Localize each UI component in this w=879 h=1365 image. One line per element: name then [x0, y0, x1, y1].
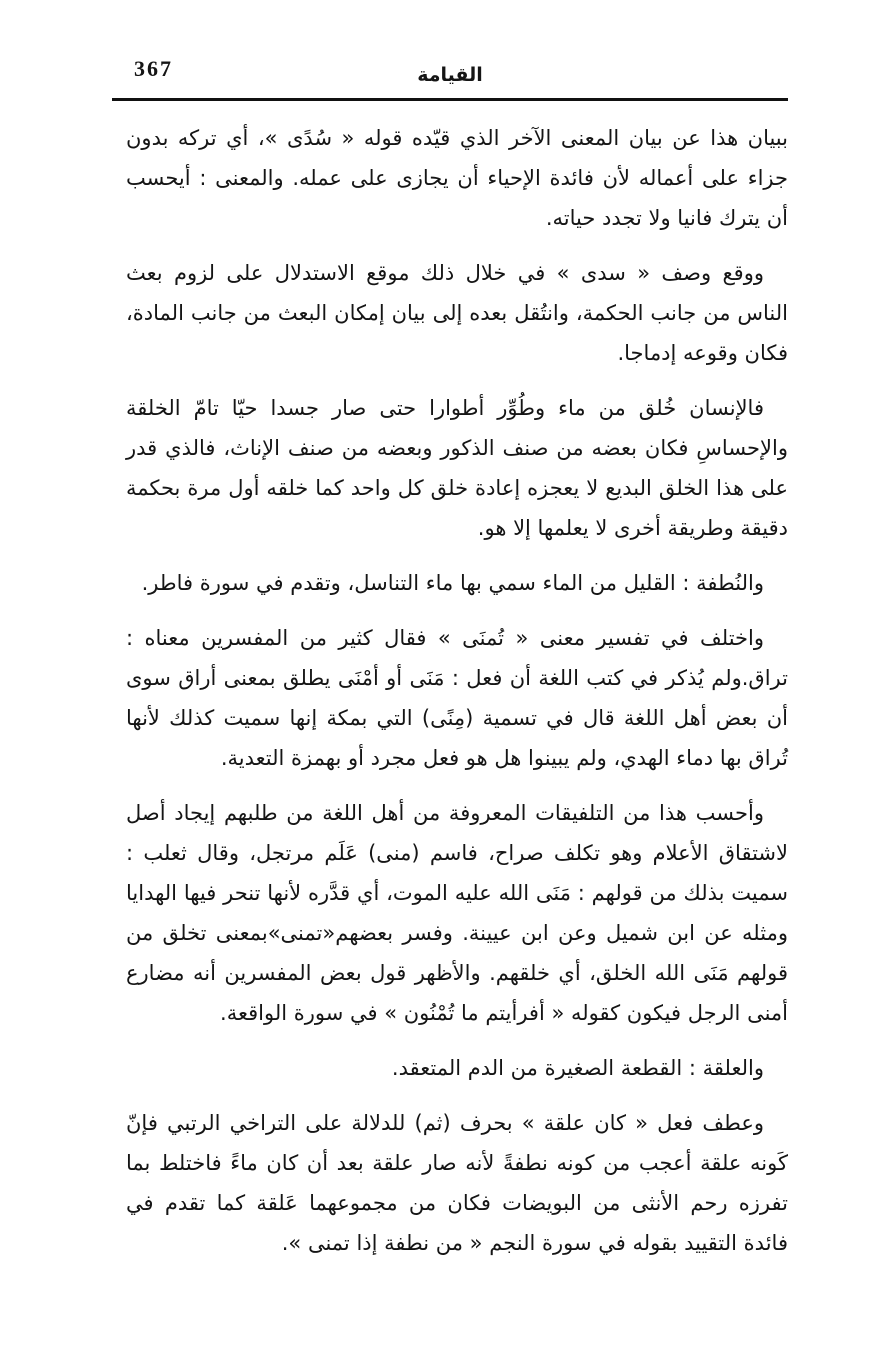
running-title: القيامة: [417, 64, 483, 86]
paragraph: والعلقة : القطعة الصغيرة من الدم المتعقد.: [391, 1056, 764, 1080]
paragraph: واختلف في تفسير معنى « تُمنَى » فقال كثير من المفسرين معناه : تراق.ولم يُذكر في كتب اللغة أن فعل : مَنَى أو أمْنَى يطلق بمعنى أراق سوى أن بعض أهل اللغة قال في تسمية (مِنًى) التي بمكة إنها سميت كذلك لأنها تُراق بها دماء الهدي، ولم يبينوا هل هو فعل مجرد أو بهمزة التعدية.: [126, 626, 788, 770]
body-text: [126, 118, 788, 1278]
header-rule: [112, 98, 788, 101]
paragraph: وأحسب هذا من التلفيقات المعروفة من أهل اللغة من طلبهم إيجاد أصل لاشتقاق الأعلام وهو تكلف صراح، فاسم (منى) عَلَم مرتجل، وقال ثعلب : سميت بذلك من قولهم : مَنَى الله عليه الموت، أي قدَّره لأنها تنحر فيها الهدايا ومثله عن ابن شميل وعن ابن عيينة. وفسر بعضهم«تمنى»بمعنى تخلق من قولهم مَنَى الله الخلق، أي خلقهم. والأظهر قول بعض المفسرين أنه مضارع أمنى الرجل فيكون كقوله « أفرأيتم ما تُمْنُون » في سورة الواقعة.: [126, 801, 788, 1025]
paragraph: والنُطفة : القليل من الماء سمي بها ماء التناسل، وتقدم في سورة فاطر.: [141, 571, 764, 595]
paragraph: فالإنسان خُلق من ماء وطُوِّر أطوارا حتى صار جسدا حيّا تامّ الخلقة والإحساسِ فكان بعضه من صنف الذكور وبعضه من صنف الإناث، فالذي قدر على هذا الخلق البديع لا يعجزه إعادة خلق كل واحد كما خلقه أول مرة بحكمة دقيقة وطريقة أخرى لا يعلمها إلا هو.: [126, 396, 788, 540]
page-header: [112, 52, 788, 100]
paragraph: وعطف فعل « كان علقة » بحرف (ثم) للدلالة على التراخي الرتبي فإنّ كَونه علقة أعجب من كونه نطفةً لأنه صار علقة بعد أن كان ماءً فاختلط بما تفرزه رحم الأنثى من البويضات فكان من مجموعهما عَلقة كما تقدم في فائدة التقييد بقوله في سورة النجم « من نطفة إذا تمنى ».: [126, 1111, 788, 1255]
paragraph: ببيان هذا عن بيان المعنى الآخر الذي قيّده قوله « سُدًى »، أي تركه بدون جزاء على أعماله لأن فائدة الإحياء أن يجازى على عمله. والمعنى : أيحسب أن يترك فانيا ولا تجدد حياته.: [126, 126, 788, 230]
page-number: 367: [134, 56, 173, 81]
paragraph: ووقع وصف « سدى » في خلال ذلك موقع الاستدلال على لزوم بعث الناس من جانب الحكمة، وانتُقل بعده إلى بيان إمكان البعث من جانب المادة، فكان وقوعه إدماجا.: [126, 261, 788, 365]
